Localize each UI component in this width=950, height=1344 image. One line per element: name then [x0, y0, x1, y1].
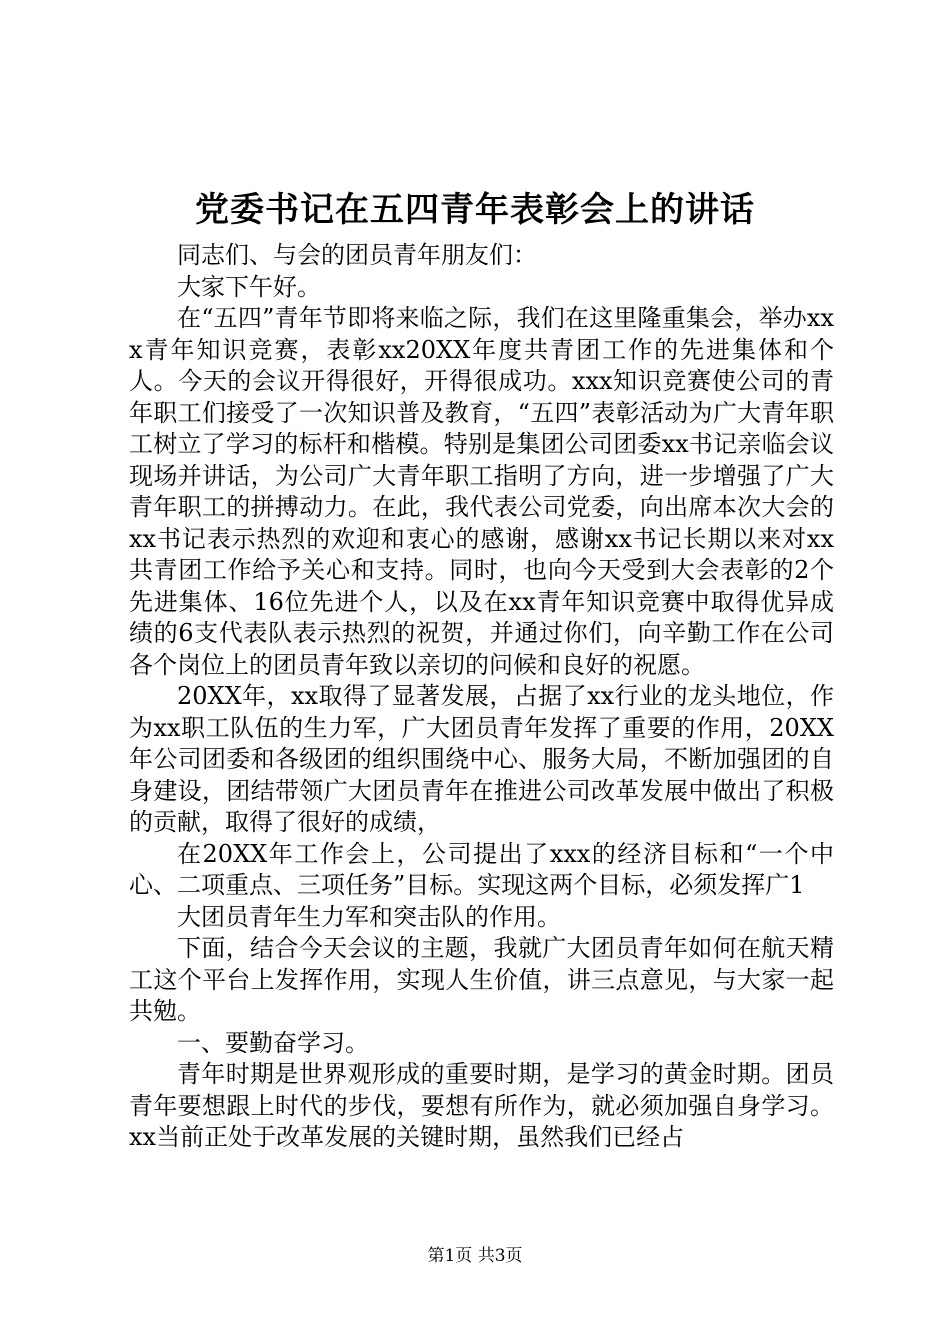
document-title: 党委书记在五四青年表彰会上的讲话	[195, 190, 755, 230]
paragraph-opening: 在“五四”青年节即将来临之际，我们在这里隆重集会，举办xxx青年知识竞赛，表彰xx20XX年度共青团工作的先进集体和个人。今天的会议开得很好，开得很成功。xxx知识竞赛使公司的青年职工们接受了一次知识普及教育，“五四”表彰活动为广大青年职工树立了学习的标杆和楷模。特别是集团公司团委xx书记亲临会议现场并讲话，为公司广大青年职工指明了方向，进一步增强了广大青年职工的拼搏动力。在此，我代表公司党委，向出席本次大会的xx书记表示热烈的欢迎和衷心的感谢，感谢xx书记长期以来对xx共青团工作给予关心和支持。同时，也向今天受到大会表彰的2个先进集体、16位先进个人，以及在xx青年知识竞赛中取得优异成绩的6支代表队表示热烈的祝贺，并通过你们，向辛勤工作在公司各个岗位上的团员青年致以亲切的问候和良好的祝愿。	[129, 304, 834, 679]
page-footer: 第1页 共3页	[427, 1246, 523, 1266]
paragraph-achievements: 20XX年，xx取得了显著发展，占据了xx行业的龙头地位，作为xx职工队伍的生力军，广大团员青年发挥了重要的作用，20XX年公司团委和各级团的组织围绕中心、服务大局，不断加强团的自身建设，团结带领广大团员青年在推进公司改革发展中做出了积极的贡献，取得了很好的成绩，	[129, 682, 834, 836]
paragraph-intro-points: 下面，结合今天会议的主题，我就广大团员青年如何在航天精工这个平台上发挥作用，实现人生价值，讲三点意见，与大家一起共勉。	[129, 934, 834, 1025]
paragraph-goals: 在20XX年工作会上，公司提出了xxx的经济目标和“一个中心、二项重点、三项任务”目标。实现这两个目标，必须发挥广1	[129, 839, 834, 899]
paragraph-greeting: 大家下午好。	[177, 272, 321, 301]
document-body	[129, 240, 834, 1154]
paragraph-goals-continued: 大团员青年生力军和突击队的作用。	[177, 902, 561, 931]
paragraph-salutation: 同志们、与会的团员青年朋友们：	[177, 241, 537, 269]
paragraph-study: 青年时期是世界观形成的重要时期，是学习的黄金时期。团员青年要想跟上时代的步伐，要想有所作为，就必须加强自身学习。xx当前正处于改革发展的关键时期，虽然我们已经占	[129, 1060, 834, 1151]
section-heading-1: 一、要勤奋学习。	[177, 1028, 369, 1057]
